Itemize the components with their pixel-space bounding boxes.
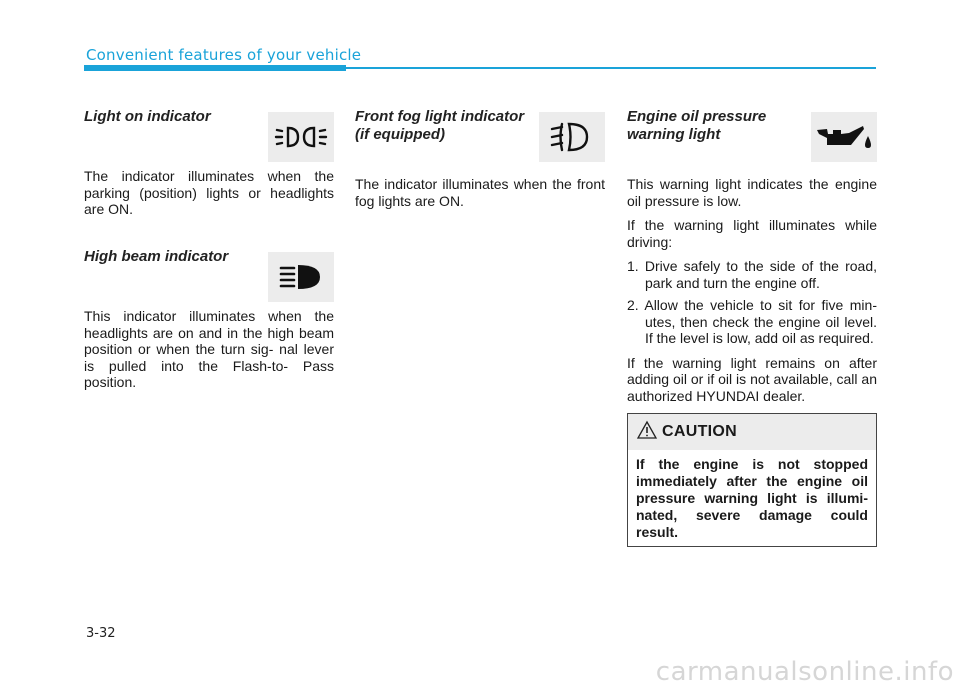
oil-can-icon — [811, 112, 877, 162]
oil-title: Engine oil pressure warning light — [627, 108, 767, 143]
middle-column — [355, 108, 605, 209]
light-on-title: Light on indicator — [84, 108, 211, 125]
header-rule — [346, 67, 876, 69]
high-beam-title: High beam indicator — [84, 248, 229, 265]
light-on-indicator-icon — [268, 112, 334, 162]
oil-paragraph-3: If the warning light remains on after adding oil or if oil is not available, call an authorized HYUNDAI dealer. — [627, 354, 877, 404]
light-on-section — [84, 108, 334, 248]
fog-title: Front fog light indicator (if equipped) — [355, 108, 525, 143]
front-fog-light-icon — [539, 112, 605, 162]
watermark: carmanualsonline.info — [655, 657, 954, 687]
caution-body: If the engine is not stopped immediately after the engine oil pressure warning light is illumi- nated, severe damage could result. — [636, 456, 868, 540]
fog-body: The indicator illuminates when the front fog lights are ON. — [355, 176, 605, 209]
oil-paragraph-1: This warning light indicates the engine oil pressure is low. — [627, 176, 877, 209]
caution-box — [627, 413, 877, 547]
light-on-body: The indicator illuminates when the parking (position) lights or headlights are ON. — [84, 168, 334, 217]
header-bar — [84, 65, 346, 71]
high-beam-body: This indicator illuminates when the headlights are on and in the high beam position or when the turn sig- nal lever is pulled into the Flash-to- Pass position. — [84, 308, 334, 390]
oil-paragraph-2: If the warning light illuminates while driving: — [627, 217, 877, 250]
caution-label: CAUTION — [662, 423, 737, 440]
warning-triangle-icon — [636, 420, 658, 440]
high-beam-icon — [268, 252, 334, 302]
left-column — [84, 108, 334, 391]
oil-section — [627, 108, 877, 404]
oil-steps — [627, 258, 877, 347]
page-number: 3-32 — [86, 626, 116, 641]
oil-step-1: 1. Drive safely to the side of the road, park and turn the engine off. — [627, 258, 877, 291]
header-title: Convenient features of your vehicle — [86, 46, 362, 64]
caution-header — [628, 414, 876, 450]
fog-section — [355, 108, 605, 209]
high-beam-section — [84, 248, 334, 391]
right-column — [627, 108, 877, 412]
oil-step-2: 2. Allow the vehicle to sit for five min- utes, then check the engine oil level. If the level is low, add oil as required. — [627, 297, 877, 346]
